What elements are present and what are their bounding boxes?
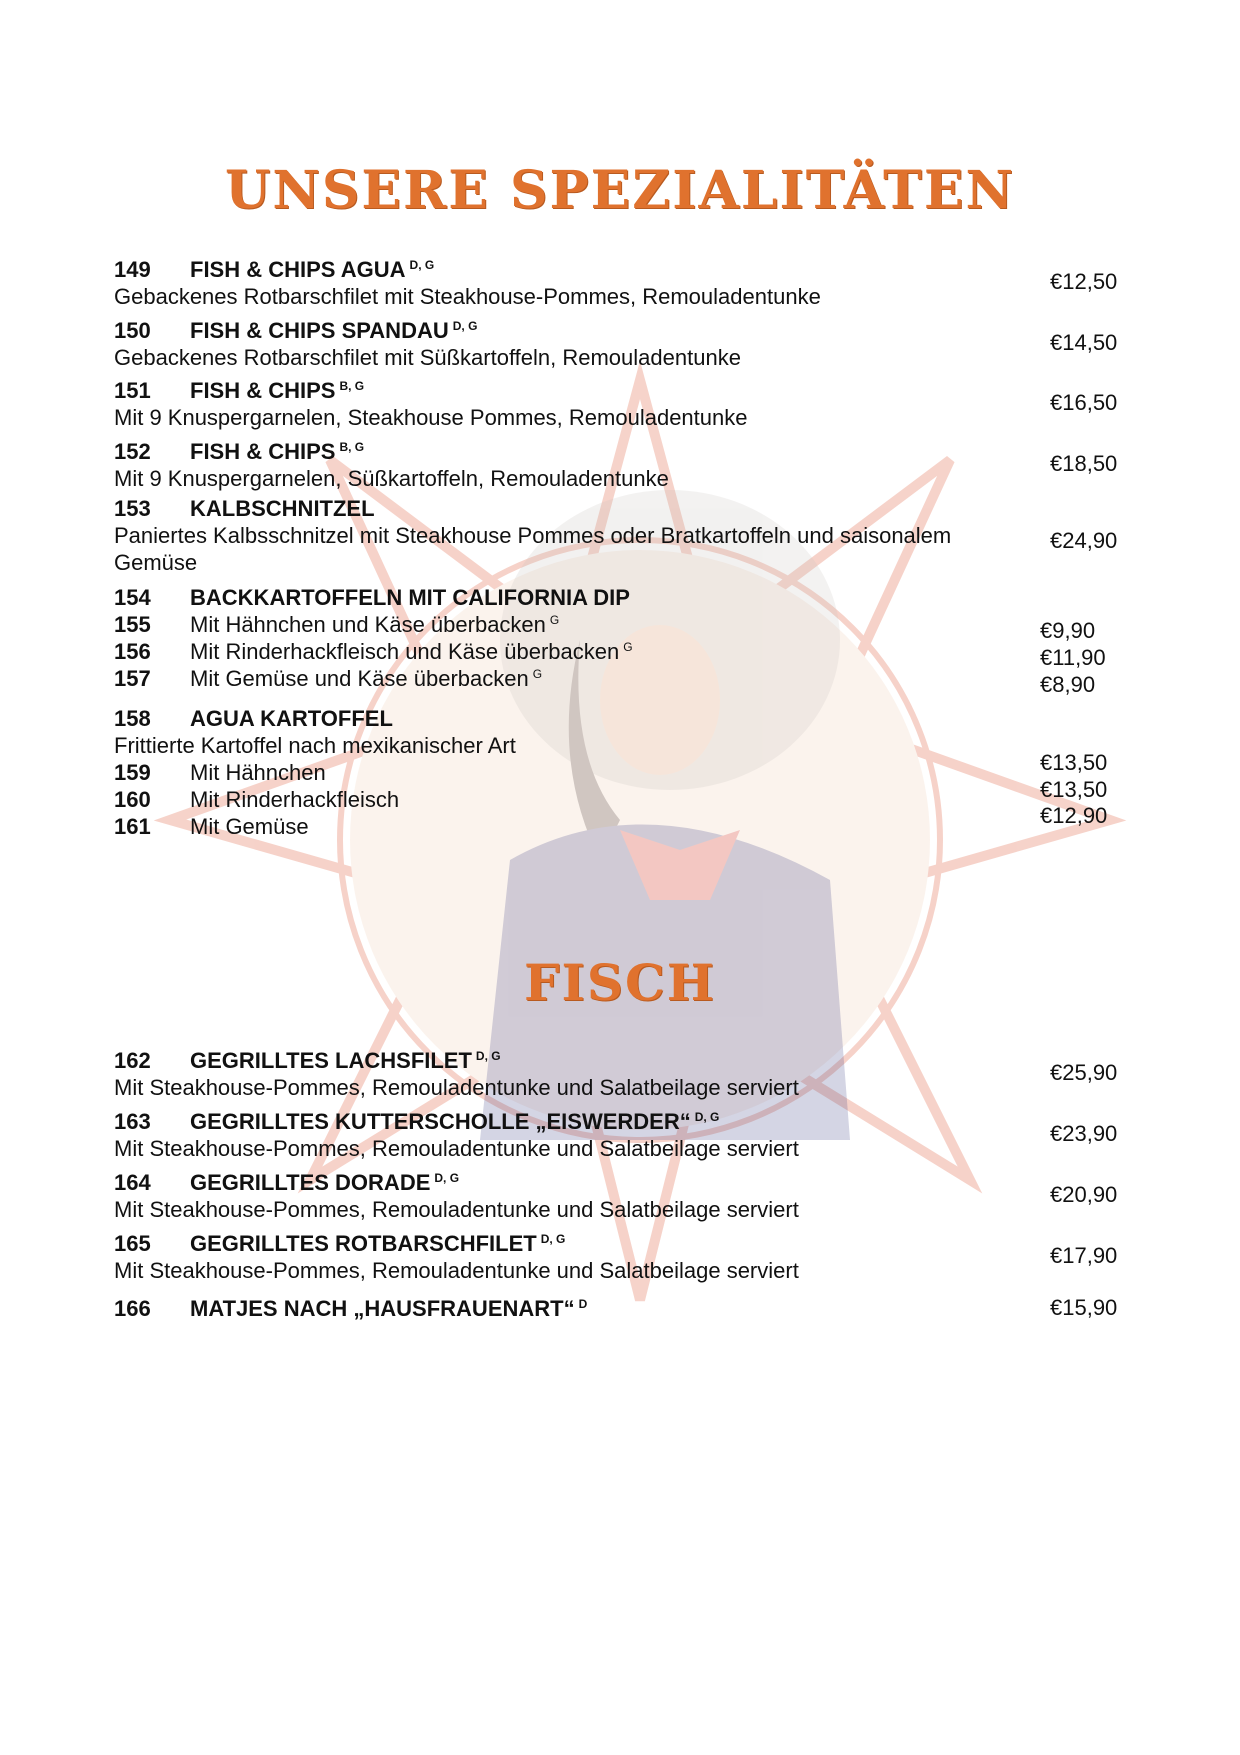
allergen-codes: D, G <box>694 1109 720 1124</box>
section-title-specialties: UNSERE SPEZIALITÄTEN <box>224 160 1016 221</box>
allergen-codes: D, G <box>409 257 435 272</box>
item-title: Mit Rinderhackfleisch <box>190 787 400 812</box>
item-title: FISH & CHIPS <box>190 439 336 464</box>
item-number: 154 <box>114 585 151 610</box>
menu-subitem-155 <box>114 611 559 638</box>
item-number: 156 <box>114 639 151 664</box>
item-number: 165 <box>114 1231 151 1256</box>
item-title: GEGRILLTES DORADE <box>190 1170 431 1195</box>
item-price-149: €12,50 <box>1050 269 1118 294</box>
allergen-codes: D <box>578 1296 588 1311</box>
item-price-165: €17,90 <box>1050 1243 1118 1268</box>
item-number: 161 <box>114 814 151 839</box>
item-description: Mit Steakhouse-Pommes, Remouladentunke und Salatbeilage serviert <box>114 1136 799 1161</box>
section-title-fish: FISCH <box>523 953 717 1012</box>
item-description: Frittierte Kartoffel nach mexikanischer Art <box>114 733 516 758</box>
menu-subitem-160 <box>114 786 399 813</box>
allergen-codes: D, G <box>540 1231 566 1246</box>
item-title: FISH & CHIPS SPANDAU <box>190 318 449 343</box>
allergen-codes: B, G <box>339 439 365 454</box>
item-number: 160 <box>114 787 151 812</box>
allergen-codes: B, G <box>339 378 365 393</box>
menu-item-149 <box>114 256 1124 310</box>
allergen-codes: D, G <box>475 1048 501 1063</box>
menu-item-165 <box>114 1230 1124 1284</box>
item-number: 158 <box>114 706 151 731</box>
menu-item-152 <box>114 438 1124 492</box>
item-title: FISH & CHIPS <box>190 378 336 403</box>
item-title: KALBSCHNITZEL <box>190 496 375 521</box>
item-title: MATJES NACH „HAUSFRAUENART“ <box>190 1296 575 1321</box>
item-description: Mit Steakhouse-Pommes, Remouladentunke und Salatbeilage serviert <box>114 1075 799 1100</box>
item-number: 155 <box>114 612 151 637</box>
menu-subitem-156 <box>114 638 633 665</box>
item-price-159: €13,50 <box>1040 750 1108 775</box>
item-description: Paniertes Kalbsschnitzel mit Steakhouse Pommes oder Bratkartoffeln und saisonalem Gemüse <box>114 523 952 575</box>
menu-item-153 <box>114 495 1014 576</box>
item-price-163: €23,90 <box>1050 1121 1118 1146</box>
item-price-155: €9,90 <box>1040 618 1096 643</box>
item-title: Mit Hähnchen und Käse überbacken <box>190 612 546 637</box>
item-price-157: €8,90 <box>1040 672 1096 697</box>
menu-group-154 <box>114 584 1124 611</box>
menu-group-158 <box>114 705 1124 759</box>
allergen-codes: G <box>549 612 560 627</box>
menu-item-151 <box>114 377 1124 431</box>
item-title: BACKKARTOFFELN MIT CALIFORNIA DIP <box>190 585 630 610</box>
item-price-152: €18,50 <box>1050 451 1118 476</box>
menu-item-162 <box>114 1047 1124 1101</box>
item-number: 151 <box>114 378 151 403</box>
item-price-166: €15,90 <box>1050 1295 1118 1320</box>
item-number: 153 <box>114 496 151 521</box>
menu-subitem-157 <box>114 665 542 692</box>
item-number: 149 <box>114 257 151 282</box>
item-description: Mit 9 Knuspergarnelen, Steakhouse Pommes, Remouladentunke <box>114 405 748 430</box>
allergen-codes: D, G <box>434 1170 460 1185</box>
allergen-codes: D, G <box>452 318 478 333</box>
item-description: Gebackenes Rotbarschfilet mit Steakhouse-Pommes, Remouladentunke <box>114 284 821 309</box>
item-price-164: €20,90 <box>1050 1182 1118 1207</box>
item-title: GEGRILLTES LACHSFILET <box>190 1048 472 1073</box>
item-title: FISH & CHIPS AGUA <box>190 257 406 282</box>
item-price-150: €14,50 <box>1050 330 1118 355</box>
item-number: 162 <box>114 1048 151 1073</box>
item-description: Mit Steakhouse-Pommes, Remouladentunke und Salatbeilage serviert <box>114 1258 799 1283</box>
menu-item-150 <box>114 317 1124 371</box>
item-price-162: €25,90 <box>1050 1060 1118 1085</box>
allergen-codes: G <box>623 639 633 654</box>
menu-item-163 <box>114 1108 1124 1162</box>
item-price-160: €13,50 <box>1040 777 1108 802</box>
menu-item-166 <box>114 1295 1124 1322</box>
item-number: 152 <box>114 439 151 464</box>
menu-subitem-159 <box>114 759 326 786</box>
item-price-151: €16,50 <box>1050 390 1118 415</box>
item-price-156: €11,90 <box>1040 645 1106 670</box>
item-number: 163 <box>114 1109 151 1134</box>
allergen-codes: G <box>532 666 543 681</box>
item-title: AGUA KARTOFFEL <box>190 706 393 731</box>
menu-item-164 <box>114 1169 1124 1223</box>
item-title: GEGRILLTES KUTTERSCHOLLE „EISWERDER“ <box>190 1109 691 1134</box>
menu-subitem-161 <box>114 813 309 840</box>
item-price-153: €24,90 <box>1050 528 1118 553</box>
item-title: GEGRILLTES ROTBARSCHFILET <box>190 1231 537 1256</box>
item-title: Mit Gemüse <box>190 814 309 839</box>
item-number: 159 <box>114 760 151 785</box>
item-title: Mit Gemüse und Käse überbacken <box>190 666 529 691</box>
item-description: Gebackenes Rotbarschfilet mit Süßkartoffeln, Remouladentunke <box>114 345 741 370</box>
item-price-161: €12,90 <box>1040 803 1108 828</box>
item-title: Mit Rinderhackfleisch und Käse überbacken <box>190 639 620 664</box>
item-description: Mit 9 Knuspergarnelen, Süßkartoffeln, Remouladentunke <box>114 466 669 491</box>
item-number: 164 <box>114 1170 151 1195</box>
item-title: Mit Hähnchen <box>190 760 326 785</box>
item-description: Mit Steakhouse-Pommes, Remouladentunke und Salatbeilage serviert <box>114 1197 799 1222</box>
item-number: 166 <box>114 1296 151 1321</box>
item-number: 150 <box>114 318 151 343</box>
item-number: 157 <box>114 666 151 691</box>
